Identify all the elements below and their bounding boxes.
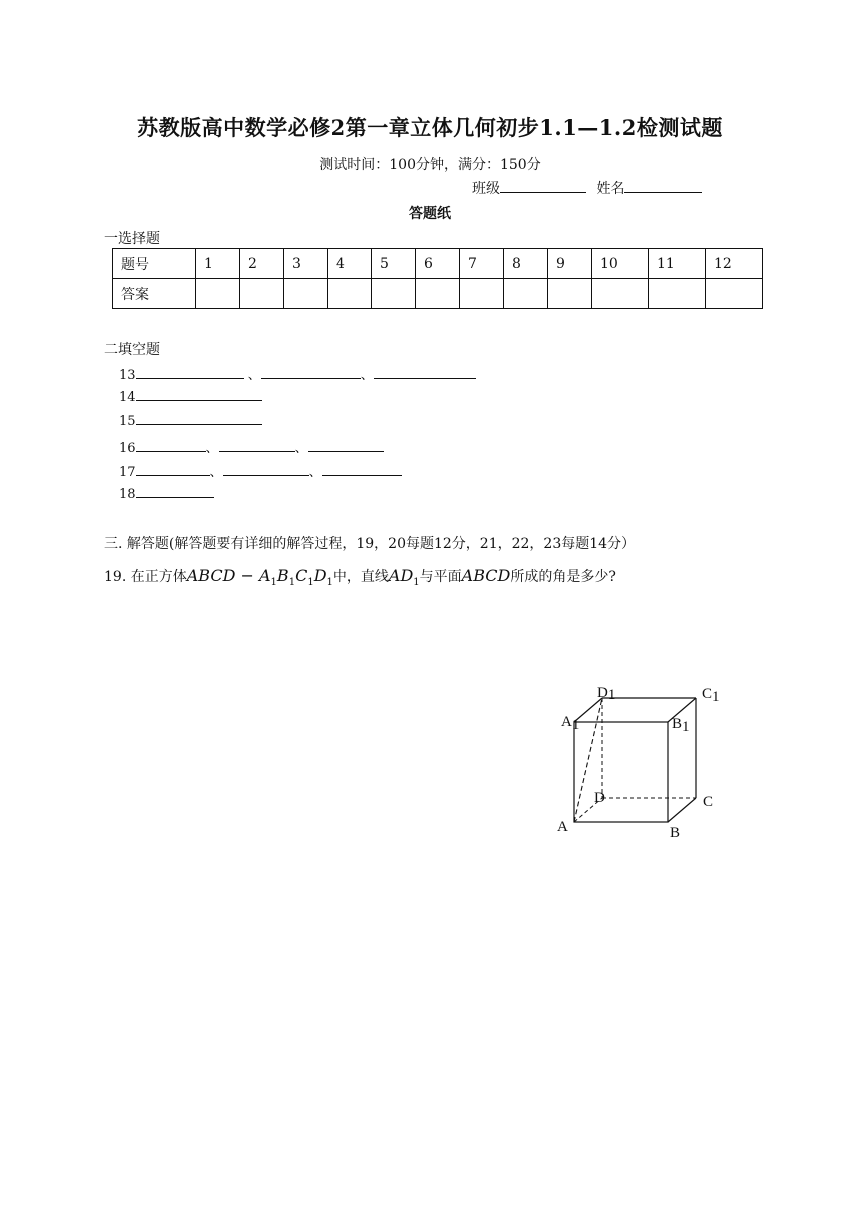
fill-blank[interactable] bbox=[136, 388, 262, 401]
name-label: 姓名 bbox=[596, 181, 625, 197]
question-number: 5 bbox=[372, 249, 416, 279]
answer-sheet-title: 答题纸 bbox=[409, 206, 451, 222]
answer-cell[interactable] bbox=[592, 279, 649, 309]
fill-blank[interactable] bbox=[374, 366, 476, 379]
section3-heading: 三. 解答题(解答题要有详细的解答过程，19，20每题12分，21，22，23每题14分） bbox=[104, 536, 636, 552]
fill-blank[interactable] bbox=[308, 439, 384, 452]
label-c: C bbox=[703, 794, 714, 810]
plane-name: ABCD bbox=[461, 566, 511, 585]
fill-blank[interactable] bbox=[223, 463, 309, 476]
fill-blank[interactable] bbox=[136, 412, 262, 425]
label-a: A bbox=[557, 819, 568, 835]
question-number: 3 bbox=[284, 249, 328, 279]
name-blank[interactable] bbox=[624, 178, 702, 193]
row-header-answer: 答案 bbox=[113, 279, 196, 309]
label-d1: D1 bbox=[597, 685, 616, 703]
fill-item-16: 16 、 、 bbox=[119, 437, 384, 456]
question-number: 1 bbox=[196, 249, 240, 279]
fill-item-18: 18 bbox=[119, 485, 214, 502]
fill-blank[interactable] bbox=[136, 485, 214, 498]
page-title: 苏教版高中数学必修2第一章立体几何初步1.1—1.2检测试题 bbox=[137, 115, 723, 140]
number-row bbox=[113, 249, 763, 279]
class-label: 班级 bbox=[472, 181, 500, 197]
fill-item-15: 15 bbox=[119, 412, 262, 429]
edge-b-c bbox=[668, 798, 696, 822]
cube-front-face bbox=[574, 722, 668, 822]
fill-blank[interactable] bbox=[136, 366, 244, 379]
question-number: 9 bbox=[548, 249, 592, 279]
answer-table bbox=[112, 248, 763, 309]
answer-cell[interactable] bbox=[196, 279, 240, 309]
class-name-line bbox=[472, 178, 702, 198]
section2-heading: 二填空题 bbox=[104, 342, 160, 358]
label-c1: C1 bbox=[702, 686, 720, 705]
section1-heading: 一选择题 bbox=[104, 231, 160, 247]
class-blank[interactable] bbox=[500, 178, 586, 193]
answer-cell[interactable] bbox=[460, 279, 504, 309]
question-number: 8 bbox=[504, 249, 548, 279]
answer-cell[interactable] bbox=[328, 279, 372, 309]
question-19: 19. 在正方体ABCD − $A_1B_1C_1D_1$中，直线$AD_1$与平面ABCD所成的角是多少? bbox=[104, 566, 616, 589]
answer-cell[interactable] bbox=[416, 279, 460, 309]
fill-blank[interactable] bbox=[136, 463, 210, 476]
answer-cell[interactable] bbox=[284, 279, 328, 309]
answer-cell[interactable] bbox=[548, 279, 592, 309]
fill-blank[interactable] bbox=[219, 439, 295, 452]
answer-cell[interactable] bbox=[504, 279, 548, 309]
label-d: D bbox=[594, 790, 605, 806]
label-b1: B1 bbox=[672, 716, 690, 735]
cube-figure bbox=[550, 680, 730, 850]
question-number: 10 bbox=[592, 249, 649, 279]
fill-item-13: 13 、 、 bbox=[119, 364, 476, 383]
answer-cell[interactable] bbox=[706, 279, 763, 309]
fill-item-14: 14 bbox=[119, 388, 262, 405]
answer-cell[interactable] bbox=[240, 279, 284, 309]
question-number: 4 bbox=[328, 249, 372, 279]
row-header-number: 题号 bbox=[113, 249, 196, 279]
label-a1: A1 bbox=[561, 714, 580, 733]
question-number: 12 bbox=[706, 249, 763, 279]
answer-cell[interactable] bbox=[372, 279, 416, 309]
answer-cell[interactable] bbox=[649, 279, 706, 309]
fill-blank[interactable] bbox=[136, 439, 206, 452]
question-number: 2 bbox=[240, 249, 284, 279]
question-number: 6 bbox=[416, 249, 460, 279]
line-name: $AD_1$ bbox=[388, 566, 420, 589]
question-number: 7 bbox=[460, 249, 504, 279]
fill-item-17: 17 、 、 bbox=[119, 461, 402, 480]
cube-name: ABCD − $A_1B_1C_1D_1$ bbox=[186, 566, 333, 589]
fill-blank[interactable] bbox=[322, 463, 402, 476]
label-b: B bbox=[670, 825, 681, 841]
fill-blank[interactable] bbox=[261, 366, 361, 379]
answer-row bbox=[113, 279, 763, 309]
test-info: 测试时间：100分钟，满分：150分 bbox=[319, 157, 541, 173]
question-number: 11 bbox=[649, 249, 706, 279]
